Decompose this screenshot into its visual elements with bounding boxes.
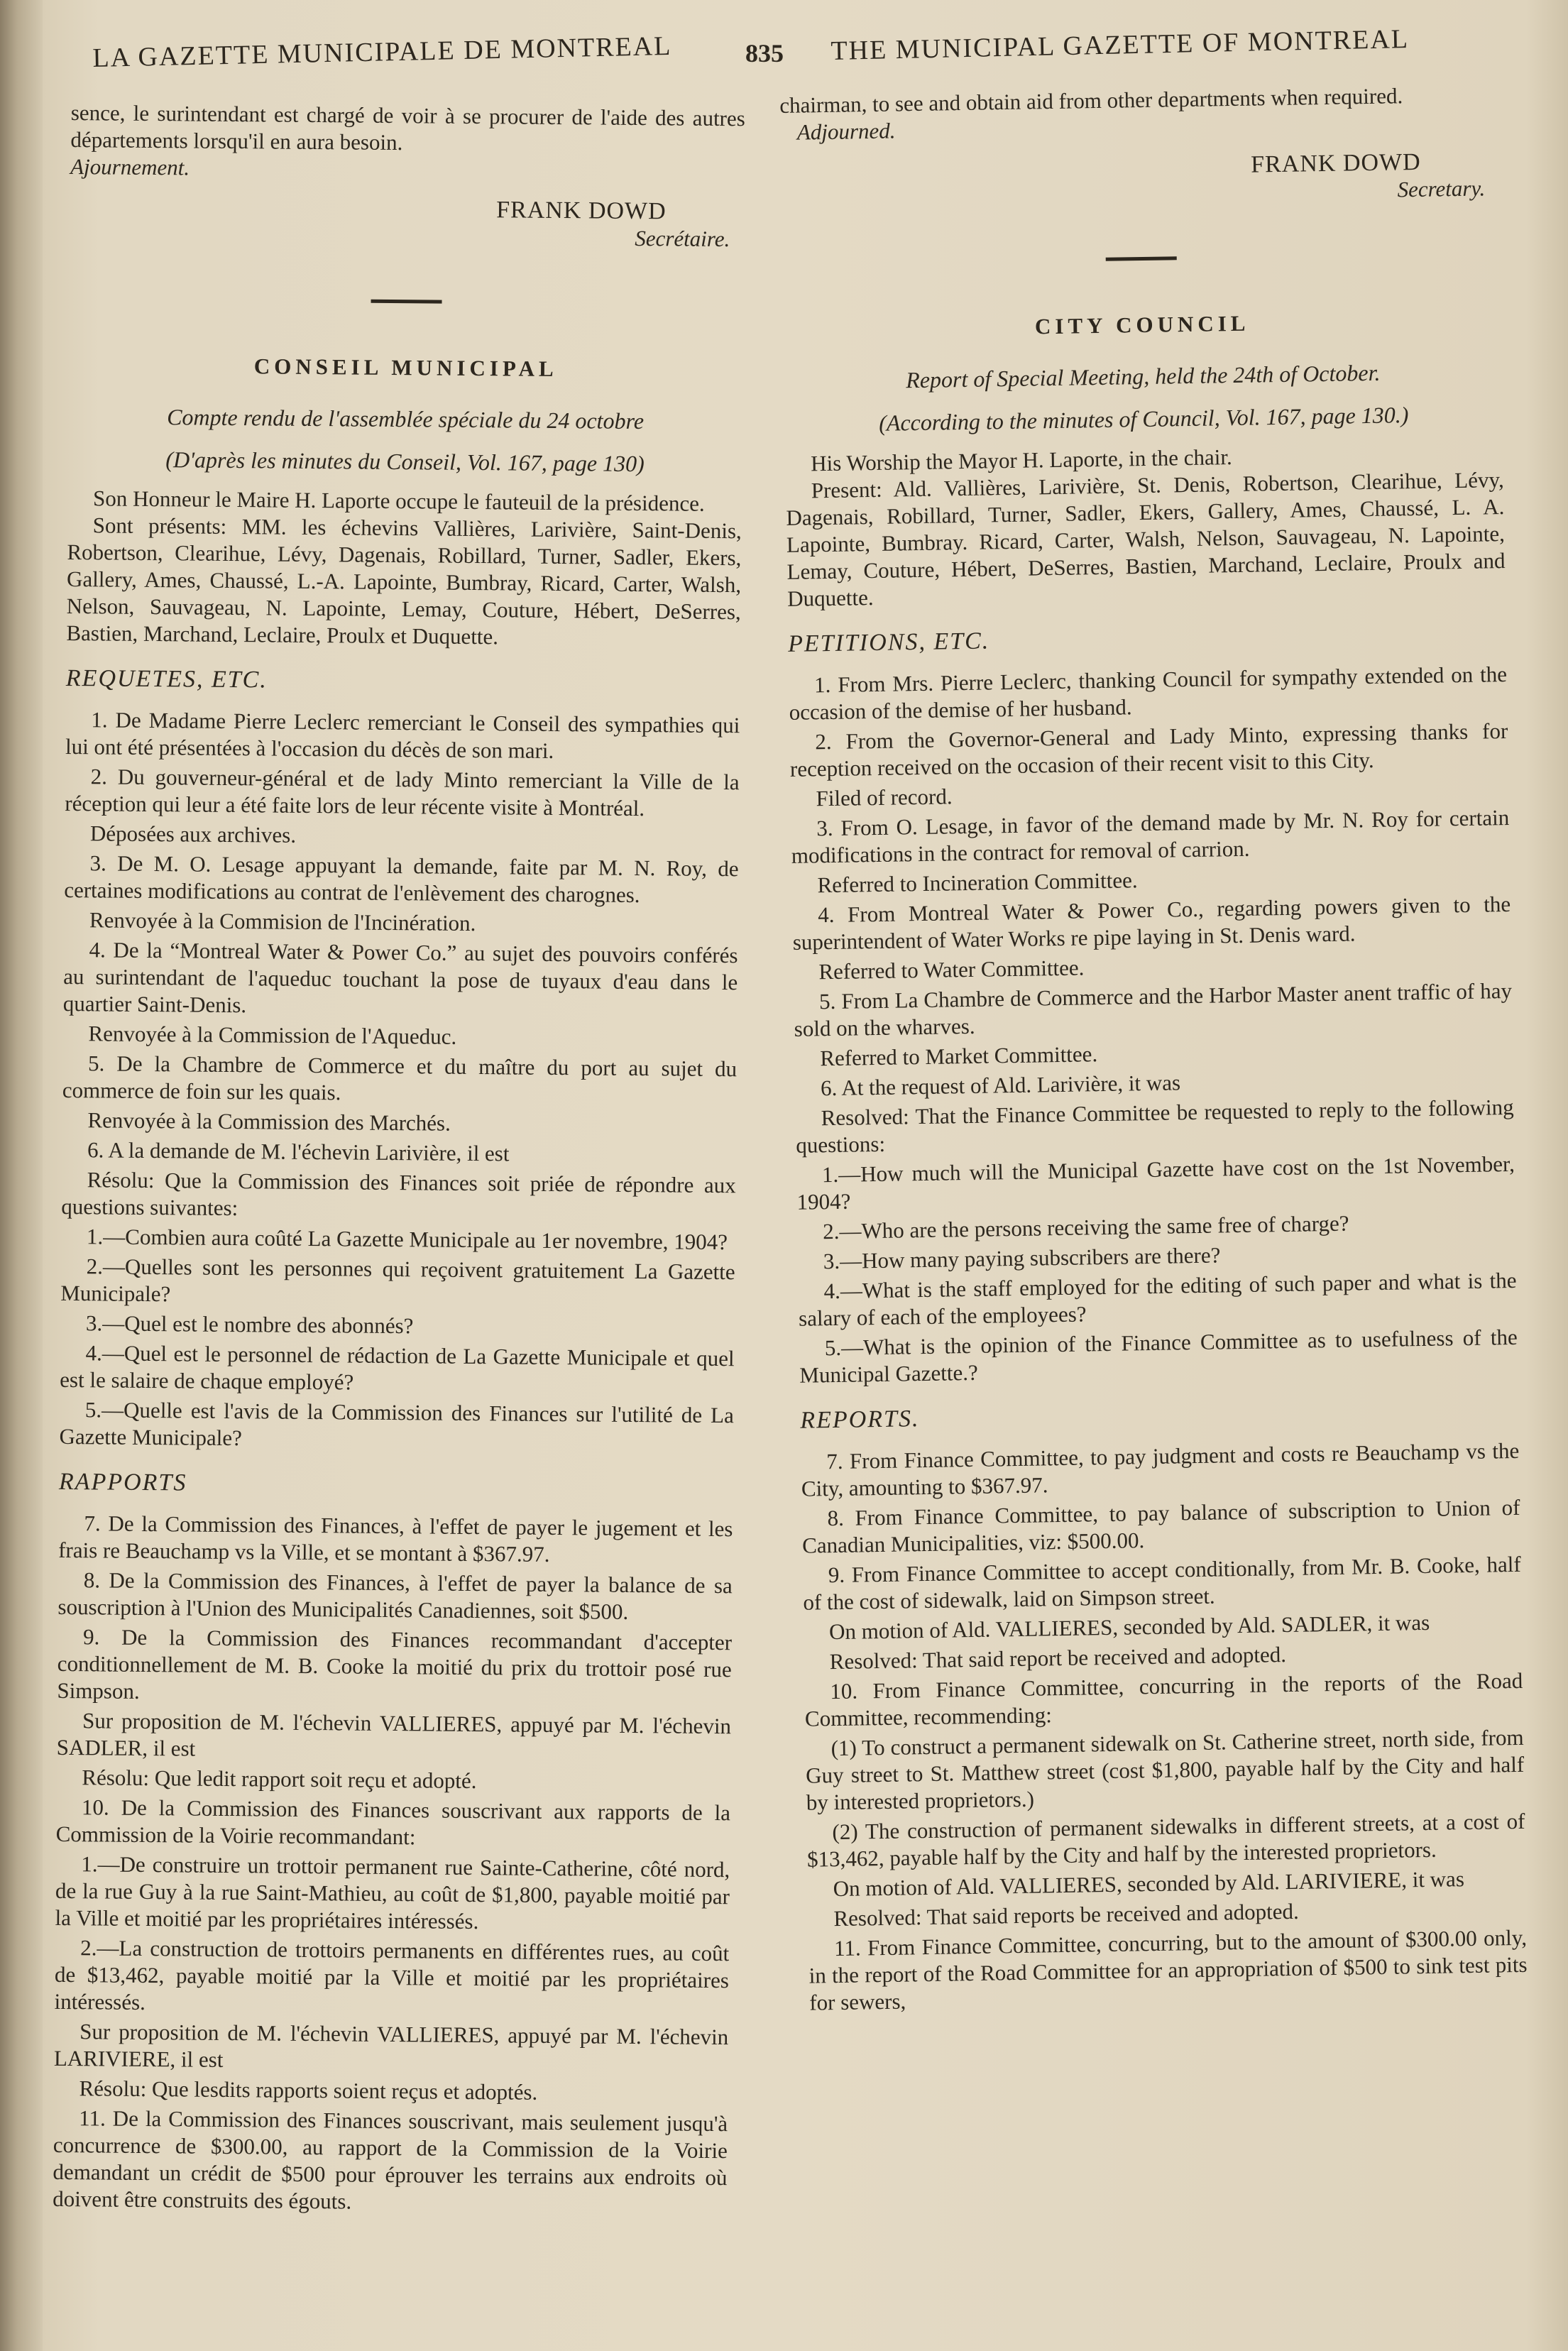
list-item: Déposées aux archives. [89,821,297,848]
list-item: 2.—La construction de trottoirs permanents en différentes rues, au coût de $13,462, payable moitié par la Ville et moitié par les propriétaires intéressés. [54,1935,730,2015]
list-item: 1.—De construire un trottoir permanent rue Sainte-Catherine, côté nord, de la rue Guy à la rue Saint-Mathieu, au coût de $1,800, payable moitié par la Ville et moitié par les propriétaires intéressés. [55,1851,730,1934]
french-rapports-heading: RAPPORTS [58,1468,187,1496]
english-subhead-2: (According to the minutes of Council, Vol. 167, page 130.) [878,402,1409,436]
list-item: 4.—Quel est le personnel de rédaction de La Gazette Municipale et quel est le salaire de chaque employé? [60,1340,735,1395]
list-item: (2) The construction of permanent sidewalks in different streets, at a cost of $13,462, payable half by the City and half by the interested proprietors. [806,1808,1525,1872]
english-present: Present: Ald. Vallières, Larivière, St. Denis, Robertson, Clearihue, Lévy, Dagenais, Robillard, Turner, Sadler, Ekers, Gallery, Ames, Chaussé, L. A. Lapointe, Bumbray. Ricard, Carter, Walsh, Nelson, Sauvageau, N. Lapointe, Lemay, Couture, Hébert, DeSerres, Bastien, Marchand, Leclaire, Proulx and Duquette. [786,467,1506,611]
list-item: 4. From Montreal Water & Power Co., regarding powers given to the superintendent of Water Works re pipe laying in St. Denis ward. [792,891,1511,955]
english-column [779,81,1528,2020]
french-signature-title: Secrétaire. [635,225,730,252]
list-item: 2. Du gouverneur-général et de lady Minto remerciant la Ville de la réception qui leur a été faite lors de leur récente visite à Montréal. [65,764,740,821]
english-subhead-1: Report of Special Meeting, held the 24th of October. [905,359,1381,393]
list-item: 6. At the request of Ald. Larivière, it was [820,1070,1181,1101]
list-item: Renvoyée à la Commission des Marchés. [87,1107,451,1136]
list-item: Renvoyée à la Commission de l'Aqueduc. [88,1021,457,1049]
page-number: 835 [745,39,784,67]
list-item: 8. De la Commission des Finances, à l'effet de payer la balance de sa souscription à l'Union des Municipalités Canadiennes, soit $500. [57,1567,733,1624]
list-item: 5.—Quelle est l'avis de la Commission des Finances sur l'utilité de La Gazette Municipale? [59,1397,735,1451]
list-item: Resolved: That the Finance Committee be requested to reply to the following questions: [796,1094,1514,1158]
section-divider [371,300,442,304]
list-item: Résolu: Que ledit rapport soit reçu et adopté. [82,1765,477,1794]
list-item: 1.—Combien aura coûté La Gazette Municipale au 1er novembre, 1904? [86,1224,728,1255]
english-heading: CITY COUNCIL [1034,310,1250,339]
list-item: Referred to Incineration Committee. [817,867,1138,898]
french-adjourned: Ajournement. [70,153,190,180]
list-item: Sur proposition de M. l'échevin VALLIERES, appuyé par M. l'échevin LARIVIERE, il est [53,2019,729,2072]
list-item: On motion of Ald. VALLIERES, seconded by Ald. SADLER, it was [828,1609,1430,1645]
english-reports-heading: REPORTS. [800,1405,920,1434]
list-item: 5. From La Chambre de Commerce and the Harbor Master anent traffic of hay sold on the wharves. [794,977,1513,1041]
english-carryover: chairman, to see and obtain aid from other departments when required. [779,83,1403,118]
list-item: 1. De Madame Pierre Leclerc remerciant le Conseil des sympathies qui lui ont été présentées à l'occasion du décès de son mari. [65,707,740,763]
english-adjourned: Adjourned. [796,118,896,145]
french-subhead-2: (D'après les minutes du Conseil, Vol. 167, page 130) [165,446,645,477]
french-requetes-heading: REQUETES, ETC. [65,664,268,694]
list-item: 3. De M. O. Lesage appuyant la demande, faite par M. N. Roy, de certaines modifications au contrat de l'enlèvement des charognes. [64,850,739,908]
list-item: 9. De la Commission des Finances recommandant d'accepter conditionnellement de M. B. Cooke la moitié du prix du trottoir posé rue Simpson. [57,1624,733,1704]
list-item: Résolu: Que la Commission des Finances soit priée de répondre aux questions suivantes: [61,1167,736,1221]
list-item: 9. From Finance Committee to accept conditionally, from Mr. B. Cooke, half of the cost of sidewalk, laid on Simpson street. [803,1551,1521,1615]
english-signature-title: Secretary. [1397,175,1486,202]
list-item: Referred to Water Committee. [818,955,1085,985]
list-item: 10. From Finance Committee, concurring in the reports of the Road Committee, recommending: [804,1667,1523,1731]
list-item: Sur proposition de M. l'échevin VALLIERES, appuyé par M. l'échevin SADLER, il est [56,1708,732,1761]
list-item: 3.—Quel est le nombre des abonnés? [85,1310,414,1339]
list-item: 4.—What is the staff employed for the editing of such paper and what is the salary of each of the employees? [798,1267,1517,1331]
list-item: 7. De la Commission des Finances, à l'effet de payer le jugement et les frais re Beauchamp vs la Ville, et se montant à $367.97. [58,1511,733,1567]
english-petitions-heading: PETITIONS, ETC. [787,628,990,657]
list-item: Resolved: That said reports be received and adopted. [833,1898,1299,1931]
binding-gutter [0,0,43,2351]
list-item: 2.—Quelles sont les personnes qui reçoivent gratuitement La Gazette Municipale? [60,1254,735,1307]
french-presents: Sont présents: MM. les échevins Vallières, Larivière, Saint-Denis, Robertson, Clearihue, Lévy, Dagenais, Robillard, Turner, Sadler, Ekers, Gallery, Ames, Chaussé, L.-A. Lapointe, Bumbray, Ricard, Carter, Walsh, Nelson, Sauvageau, N. Lapointe, Lemay, Couture, Hébert, DeSerres, Bastien, Marchand, Leclaire, Proulx et Duquette. [66,513,742,650]
french-rapports-list [53,1510,733,2218]
list-item: 8. From Finance Committee, to pay balance of subscription to Union of Canadian Municipalities, viz: $500.00. [801,1494,1520,1558]
list-item: 3. From O. Lesage, in favor of the demand made by Mr. N. Roy for certain modifications in the contract for removal of carrion. [791,804,1510,868]
list-item: 10. De la Commission des Finances souscrivant aux rapports de la Commission de la Voirie recommandant: [55,1794,731,1850]
list-item: 5.—What is the opinion of the Finance Committee as to usefulness of the Municipal Gazette.? [799,1324,1518,1388]
list-item: 11. De la Commission des Finances souscrivant, mais seulement jusqu'à concurrence de $300.00, au rapport de la Commission de la Voirie demandant un crédit de $500 pour éprouver les terrains aux endroits où doivent être construits des égouts. [53,2105,728,2214]
list-item: Resolved: That said report be received and adopted. [829,1642,1287,1675]
french-signature-name: FRANK DOWD [496,197,667,225]
list-item: Referred to Market Committee. [820,1041,1098,1071]
french-carryover: sence, le surintendant est chargé de voir à se procurer de l'aide des autres départements lorsqu'il en aura besoin. [70,99,745,155]
list-item: 6. A la demande de M. l'échevin Larivière, il est [87,1137,510,1166]
english-reports-list [801,1437,1528,2017]
french-heading: CONSEIL MUNICIPAL [253,354,558,381]
french-subhead-1: Compte rendu de l'assemblée spéciale du 24 octobre [167,404,645,434]
english-chair: His Worship the Mayor H. Laporte, in the chair. [810,444,1232,476]
list-item: 7. From Finance Committee, to pay judgment and costs re Beauchamp vs the City, amounting to $367.97. [801,1437,1520,1501]
running-head-french: LA GAZETTE MUNICIPALE DE MONTREAL [92,31,672,73]
list-item: 3.—How many paying subscribers are there? [823,1242,1221,1274]
list-item: 4. De la “Montreal Water & Power Co.” au sujet des pouvoirs conférés au surintendant de l'aqueduc touchant la pose de tuyaux d'eau dans le quartier Saint-Denis. [62,937,738,1018]
list-item: 1.—How much will the Municipal Gazette have cost on the 1st November, 1904? [796,1151,1515,1215]
list-item: 2. From the Governor-General and Lady Minto, expressing thanks for reception received on the occasion of their recent visit to this City. [789,718,1508,782]
english-signature-name: FRANK DOWD [1250,148,1421,178]
french-requetes-list [59,706,740,1456]
list-item: 5. De la Chambre de Commerce et du maître du port au sujet du commerce de foin sur les quais. [62,1051,738,1105]
list-item: 2.—Who are the persons receiving the same free of charge? [822,1210,1349,1244]
french-column [53,99,745,2221]
list-item: (1) To construct a permanent sidewalk on St. Catherine street, north side, from Guy street to St. Matthew street (cost $1,800, payable half by the City and half by interested proprietors.) [805,1724,1525,1815]
running-head [92,23,1455,85]
list-item: Renvoyée à la Commision de l'Incinération. [89,907,476,936]
english-petitions-list [789,661,1518,1389]
french-presidence: Son Honneur le Maire H. Laporte occupe le fauteuil de la présidence. [92,486,705,516]
list-item: 11. From Finance Committee, concurring, but to the amount of $300.00 only, in the report of the Road Committee for an appropriation of $500 to sink test pits for sewers, [808,1924,1528,2015]
list-item: Résolu: Que lesdits rapports soient reçus et adoptés. [79,2076,538,2105]
section-divider [1106,256,1177,261]
running-head-english: THE MUNICIPAL GAZETTE OF MONTREAL [830,23,1410,66]
list-item: 1. From Mrs. Pierre Leclerc, thanking Council for sympathy extended on the occasion of the demise of her husband. [789,662,1508,725]
list-item: Filed of record. [816,784,953,811]
list-item: On motion of Ald. VALLIERES, seconded by Ald. LARIVIERE, it was [833,1866,1465,1902]
